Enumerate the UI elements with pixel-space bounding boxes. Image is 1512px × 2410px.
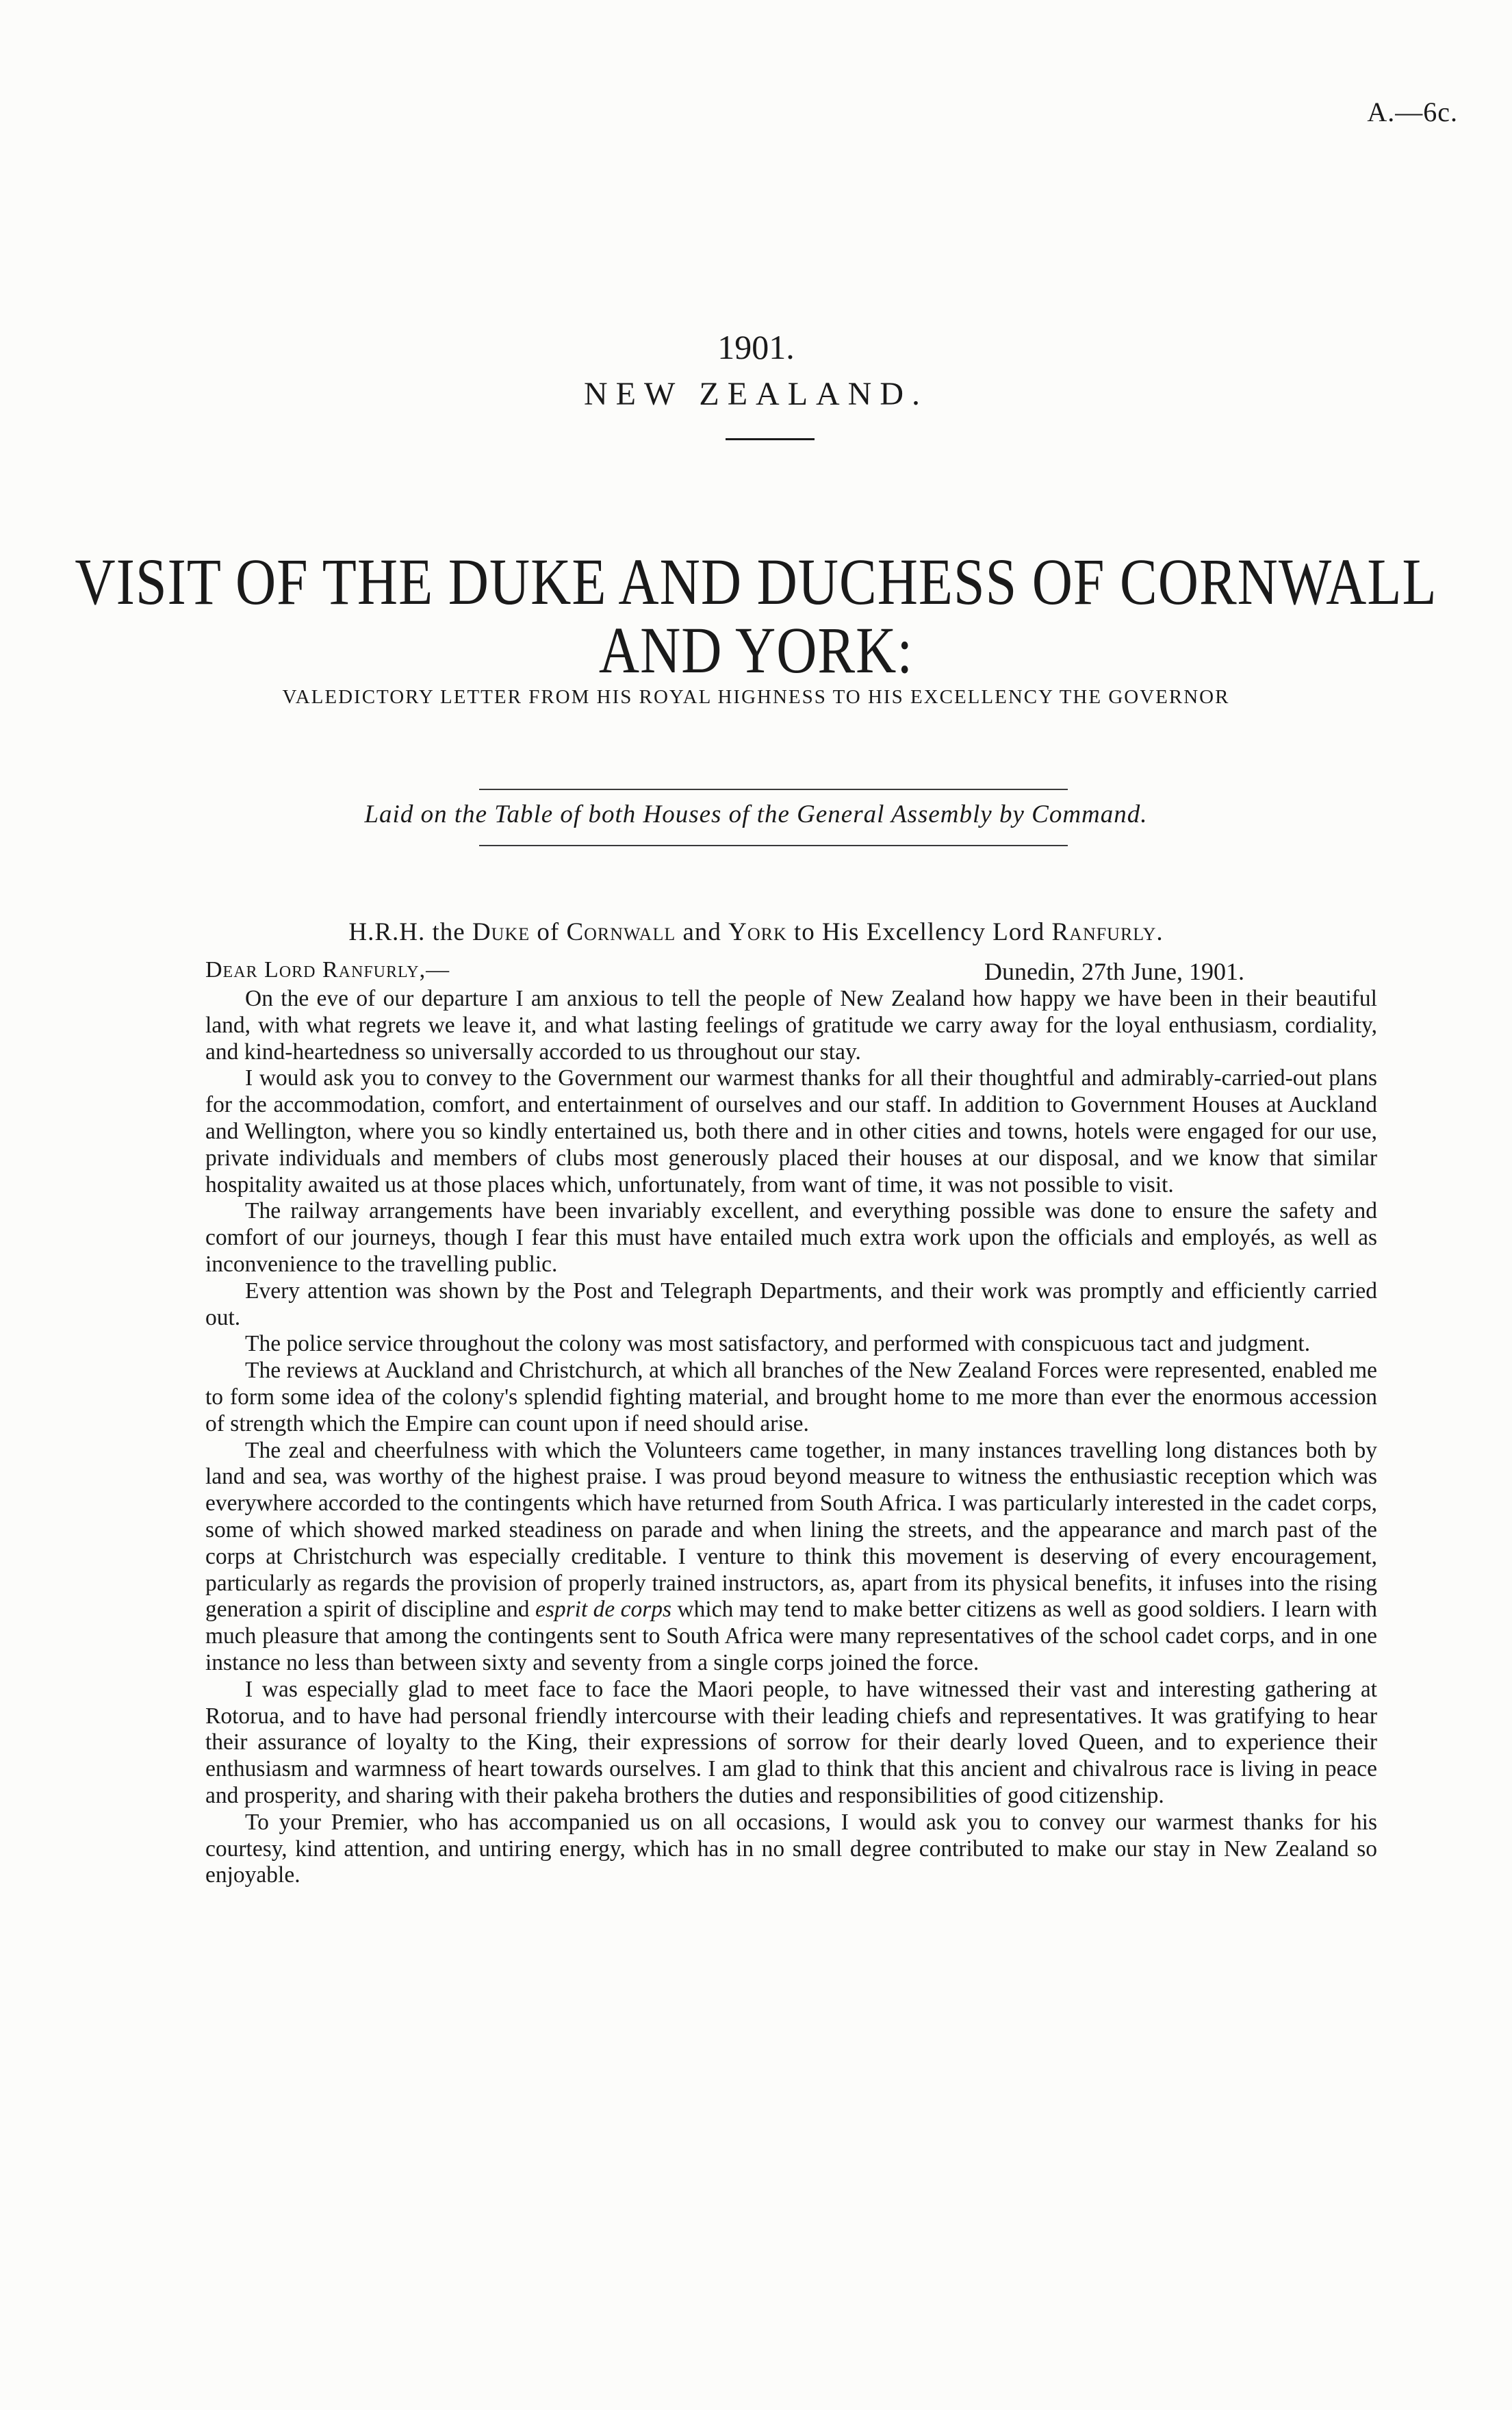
- paragraph: The reviews at Auckland and Christchurch, at which all branches of the New Zealand Forces were represented, enabled me to form some idea of the colony's splendid fighting material, and brought home to me more than ever the enormous accession of strength which the Empire can count upon if need should arise.: [205, 1358, 1377, 1436]
- letter-body: [205, 986, 1377, 1889]
- paragraph: The railway arrangements have been invariably excellent, and everything possible was done to ensure the safety and comfort of our journeys, though I fear this must have entailed much extra work upon the officials and employés, as well as inconvenience to the travelling public.: [205, 1198, 1377, 1277]
- title-line-2: AND YORK:: [598, 613, 914, 687]
- heading-and: and: [682, 918, 721, 946]
- divider-rule: [479, 789, 1068, 790]
- heading-of: of: [537, 918, 560, 946]
- paragraph: On the eve of our departure I am anxious to tell the people of New Zealand how happy we have been in their beautiful land, with what regrets we leave it, and what lasting feelings of gratitude we carry away for the loyal enthusiasm, cordiality, and kind-heartedness so universally accorded to us throughout our stay.: [205, 986, 1377, 1065]
- country-heading: NEW ZEALAND.: [583, 376, 929, 412]
- divider-rule: [479, 845, 1068, 846]
- title-line-1: VISIT OF THE DUKE AND DUCHESS OF CORNWALL: [75, 544, 1437, 619]
- paragraph: I would ask you to convey to the Government our warmest thanks for all their thoughtful and admirably-carried-out plans for the accommodation, comfort, and entertainment of ourselves and our staff. In addition to Government Houses at Auckland and Wellington, where you so kindly entertained us, both there and in other cities and towns, hotels were engaged for our use, private individuals and members of clubs most generously placed their houses at our disposal, and we know that similar hospitality awaited us at those places which, unfortunately, from want of time, it was not possible to visit.: [205, 1065, 1377, 1197]
- document-reference: A.—6c.: [1367, 97, 1458, 127]
- paragraph: [205, 1438, 1377, 1677]
- heading-cornwall: Cornwall: [566, 918, 676, 946]
- paragraph: I was especially glad to meet face to face the Maori people, to have witnessed their vast and interesting gathering at Rotorua, and to have had personal friendly intercourse with their leading chiefs and representatives. It was gratifying to hear their assurance of loyalty to the King, their expressions of sorrow for their dearly loved Queen, and to experience their enthusiasm and warmness of heart towards ourselves. I am glad to think that this ancient and chivalrous race is living in peace and prosperity, and sharing with their pakeha brothers the duties and responsibilities of good citizenship.: [205, 1676, 1377, 1808]
- heading-york: York: [728, 918, 787, 946]
- paragraph: To your Premier, who has accompanied us on all occasions, I would ask you to convey our warmest thanks for his courtesy, kind attention, and untiring energy, which has in no small degree contributed to make our stay in New Zealand so enjoyable.: [205, 1809, 1377, 1888]
- divider-rule: [726, 438, 815, 440]
- heading-prefix: H.R.H. the: [348, 918, 465, 946]
- letter-heading: [0, 917, 1512, 947]
- year-heading: 1901.: [717, 328, 795, 366]
- laid-on-table-note: Laid on the Table of both Houses of the General Assembly by Command.: [364, 800, 1148, 828]
- paragraph-text: which may tend to make better citizens as well as good soldiers. I learn with much pleasure that among the contingents sent to South Africa were many representatives of the school cadet corps, and in one instance no less than between sixty and seventy from a single corps joined the force.: [205, 1597, 1378, 1675]
- salutation: Dear Lord Ranfurly,—: [205, 957, 450, 982]
- subtitle: VALEDICTORY LETTER FROM HIS ROYAL HIGHNESS TO HIS EXCELLENCY THE GOVERNOR: [282, 686, 1230, 708]
- paragraph: Every attention was shown by the Post and Telegraph Departments, and their work was promptly and efficiently carried out.: [205, 1278, 1377, 1330]
- paragraph: The police service throughout the colony was most satisfactory, and performed with conspicuous tact and judgment.: [245, 1331, 1311, 1357]
- dateline: Dunedin, 27th June, 1901.: [984, 958, 1244, 985]
- heading-ranfurly: Ranfurly.: [1051, 918, 1164, 946]
- heading-duke: Duke: [472, 918, 530, 946]
- heading-to: to His Excellency Lord: [794, 918, 1045, 946]
- paragraph-text: The zeal and cheerfulness with which the Volunteers came together, in many instances travelling long distances both by land and sea, was worthy of the highest praise. I was proud beyond measure to witness the enthusiastic reception which was everywhere accorded to the contingents which have returned from South Africa. I was particularly interested in the cadet corps, some of which showed marked steadiness on parade and when lining the streets, and the appearance and march past of the corps at Christchurch was especially creditable. I venture to think this movement is deserving of every encouragement, particularly as regards the provision of properly trained instructors, as, apart from its physical benefits, it infuses into the rising generation a spirit of discipline and: [205, 1437, 1377, 1623]
- italic-phrase: esprit de corps: [535, 1597, 672, 1623]
